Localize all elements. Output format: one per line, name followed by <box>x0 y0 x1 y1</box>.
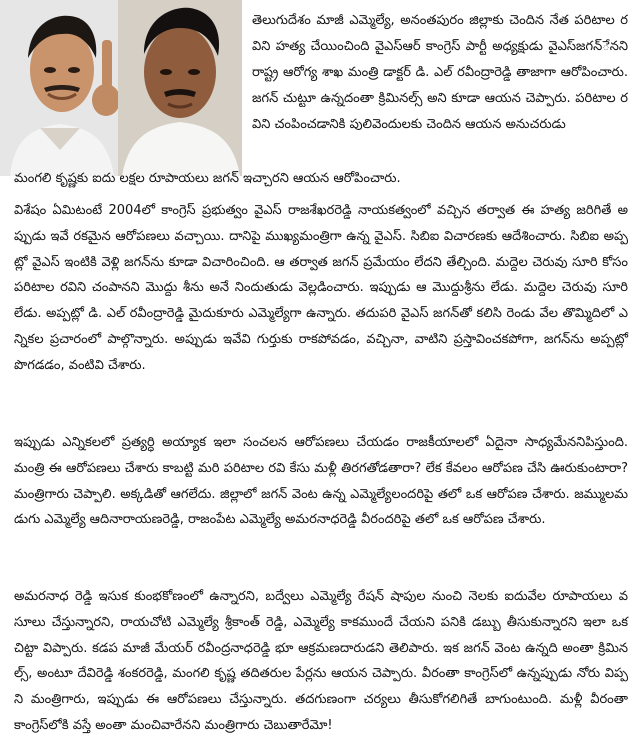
photo-minister <box>118 0 242 176</box>
article-intro-tail: మంగలి కృష్ణకు ఐదు లక్షల రూపాయలు జగన్ ఇచ్చారని ఆయన ఆరోపించారు. <box>14 171 401 186</box>
portrait-figure-right <box>118 0 242 176</box>
article-paragraph-3: ఇప్పుడు ఎన్నికలలో ప్రత్యర్ధి అయ్యాక ఇలా సంచలన ఆరోపణలు చేయడం రాజకీయాలలో ఏదైనా సాధ్యమేననిపిస్తుంది. మంత్రి ఈ ఆరోపణలు చేశారు కాబట్టి మరి పరిటాల రవి కేసు మళ్లీ తిరగతోడతారా? లేక కేవలం ఆరోపణ చేసి ఊరుకుంటారా? మంత్రిగారు చెప్పాలి. అక్కడితో ఆగలేదు. జిల్లాలో జగన్ వెంట ఉన్న ఎమ్మెల్యేలందరిపై తలో ఒక ఆరోపణ చేశారు. జమ్ములమడుగు ఎమ్మెల్యే ఆదినారాయణరెడ్డి, రాజంపేట ఎమ్మెల్యే అమరనాధరెడ్డి వీరందరిపై తలో ఒక ఆరోపణ చేశారు. <box>14 435 628 528</box>
article-paragraph-4: అమరనాధ రెడ్డి ఇసుక కుంభకోణంలో ఉన్నారని, బద్వేలు ఎమ్మెల్యే రేషన్ షాపుల నుంచి నెలకు ఐదువేల రూపాయలు వసూలు చేస్తున్నారని, రాయచోటి ఎమ్మెల్యే శ్రీకాంత్ రెడ్డి, ఎమ్మెల్యే కాకముందే చేయని పనికి డబ్బు తీసుకున్నారని ఇలా ఒక చిట్టా విప్పారు. కడప మాజీ మేయర్ రవీంద్రనాధరెడ్డి భూ ఆక్రమణదారుడని తెలిపారు. ఇక జగన్ వెంట ఉన్నది అంతా క్రిమినల్స్, అంటూ దేవిరెడ్డి శంకరరెడ్డి, మంగలి కృష్ణ తదితరుల పేర్లను ఆయన చెప్పారు. వీరంతా కాంగ్రెస్‌లో ఉన్నప్పుడు నోరు విప్పని మంత్రిగారు, ఇప్పుడు ఈ ఆరోపణలు చేస్తున్నారు. తదగుణంగా చర్యలు తీసుకోగలిగితే బాగుంటుంది. మళ్లీ వీరంతా కాంగ్రెస్‌లోకి వస్తే అంతా మంచివారేనని మంత్రిగారు చెబుతారేమో! <box>14 589 628 733</box>
photo-young-leader <box>0 0 120 176</box>
news-photos <box>0 0 242 176</box>
article-paragraph-2: విశేషం ఏమిటంటే 2004లో కాంగ్రెస్ ప్రభుత్వం వైఎస్ రాజశేఖరరెడ్డి నాయకత్వంలో వచ్చిన తర్వాత ఈ హత్య జరిగితే అప్పుడు ఇవే రకమైన ఆరోపణలు వచ్చాయి. దానిపై ముఖ్యమంత్రిగా ఉన్న వైఎస్. సిబిఐ విచారణకు ఆదేశించారు. సిబిఐ అప్పట్లో వైఎస్ ఇంటికి వెళ్లి జగన్‌ను కూడా విచారించింది. ఆ తర్వాత జగన్ ప్రమేయం లేదని తేల్చింది. మద్దెల చెరువు సూరి కోసం పరిటాల రవిని చంపానని మొద్దు శీను అనే నిందుతుడు వెల్లడించారు. ఇప్పుడు ఆ మొద్దుశ్రీను లేడు. మద్దెల చెరువు సూరి లేడు. అప్పట్లో డి. ఎల్ రవీంద్రారెడ్డి మైదుకూరు ఎమ్మెల్యేగా ఉన్నారు. తదుపరి వైఎస్ జగన్‌తో కలిసి రెండు వేల తొమ్మిదిలో ఎన్నికల ప్రచారంలో పాల్గొన్నారు. అప్పుడు ఇవేవి గుర్తుకు రాకపోవడం, వచ్చినా, వాటిని ప్రస్తావించకపోగా, జగన్‌ను అప్పట్లో పొగడడం, వంటివి చేశారు. <box>14 203 628 373</box>
article-intro: తెలుగుదేశం మాజీ ఎమ్మెల్యే, అనంతపురం జిల్లాకు చెందిన నేత పరిటాల రవిని హత్య చేయించింది వైఎస్ఆర్ కాంగ్రెస్ పార్టీ అధ్యక్షుడు వైఎస్‌జగన్‌ేనని రాష్ట్ర ఆరోగ్య శాఖ మంత్రి డాక్టర్ డి. ఎల్ రవీంద్రారెడ్డి తాజాగా ఆరోపించారు. జగన్ చుట్టూ ఉన్నదంతా క్రిమినల్స్ అని కూడా ఆయన చెప్పారు. పరిటాల రవిని చంపించడానికి పులివెందులకు చెందిన ఆయన అనుచరుడు <box>252 13 628 132</box>
portrait-figure-left <box>0 0 120 176</box>
